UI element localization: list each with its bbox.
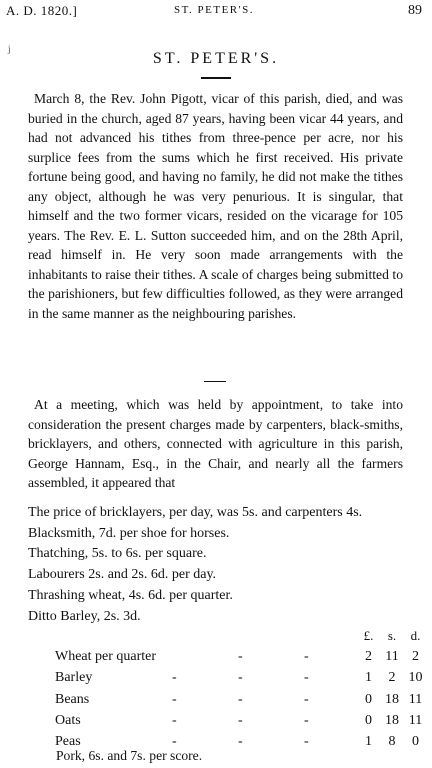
row-label: Oats bbox=[55, 712, 81, 728]
list-item: Blacksmith, 7d. per shoe for horses. bbox=[28, 525, 230, 541]
pence-cell: 10 bbox=[408, 670, 423, 686]
running-head-title: ST. PETER'S. bbox=[174, 4, 254, 16]
leader-dash: - bbox=[172, 734, 177, 750]
header-pounds: £. bbox=[363, 628, 374, 643]
pork-price-line: Pork, 6s. and 7s. per score. bbox=[56, 748, 203, 763]
row-label: Barley bbox=[55, 670, 93, 686]
list-item: Ditto Barley, 2s. 3d. bbox=[28, 608, 141, 624]
leader-dash: - bbox=[238, 670, 243, 686]
list-item: Labourers 2s. and 2s. 6d. per day. bbox=[28, 567, 217, 583]
pounds-cell: 1 bbox=[365, 734, 372, 750]
leader-dash: - bbox=[304, 691, 309, 707]
leader-dash: - bbox=[304, 734, 309, 750]
stray-mark: j bbox=[8, 44, 11, 54]
paragraph-vicar-death: March 8, the Rev. John Pigott, vicar of this parish, died, and was buried in the church, aged 87 years, having been vicar 44 years, and had not advanced his tithes from three-pence per acre, nor his surplice fees from the sums which he first received. His private fortune being good, and having no family, he did not make the tithes any object, although he was very penurious. It is singular, that himself and the two former vicars, resided on the vicarage for 105 years. The Rev. E. L. Sutton succeeded him, and on the 28th April, read himself in. He very soon made arrangements with the inhabitants to raise their tithes. A scale of charges being submitted to the parishioners, but few difficulties followed, as they were arranged in the same manner as the neighbouring parishes. bbox=[28, 91, 403, 321]
shillings-cell: 11 bbox=[385, 649, 399, 665]
section-divider bbox=[204, 381, 226, 382]
pence-cell: 0 bbox=[412, 734, 419, 750]
section-title: ST. PETER'S. bbox=[152, 50, 280, 67]
shillings-cell: 18 bbox=[385, 691, 399, 707]
pence-cell: 11 bbox=[408, 712, 423, 728]
pounds-cell: 1 bbox=[365, 670, 372, 686]
list-item: Thrashing wheat, 4s. 6d. per quarter. bbox=[28, 587, 233, 603]
grain-price-table bbox=[55, 625, 426, 752]
shillings-cell: 18 bbox=[385, 712, 399, 728]
running-head-date: A. D. 1820.] bbox=[6, 3, 78, 18]
header-shillings: s. bbox=[387, 628, 397, 643]
leader-dash: - bbox=[304, 670, 309, 686]
table-row bbox=[55, 710, 426, 731]
table-row bbox=[55, 689, 426, 710]
charges-list bbox=[28, 503, 428, 627]
header-pence: d. bbox=[410, 628, 421, 643]
page-number: 89 bbox=[408, 3, 422, 18]
table-header-row bbox=[55, 625, 426, 646]
pence-cell: 2 bbox=[412, 649, 419, 665]
leader-dash: - bbox=[172, 691, 177, 707]
leader-dash: - bbox=[172, 712, 177, 728]
pounds-cell: 2 bbox=[365, 649, 372, 665]
leader-dash: - bbox=[304, 712, 309, 728]
row-label: Wheat per quarter bbox=[55, 649, 157, 665]
pence-cell: 11 bbox=[408, 691, 423, 707]
leader-dash: - bbox=[238, 712, 243, 728]
leader-dash: - bbox=[238, 649, 243, 665]
table-row bbox=[55, 646, 426, 667]
title-rule bbox=[201, 77, 231, 79]
leader-dash: - bbox=[238, 734, 243, 750]
pounds-cell: 0 bbox=[365, 691, 372, 707]
shillings-cell: 8 bbox=[388, 734, 396, 750]
list-item: The price of bricklayers, per day, was 5s. and carpenters 4s. bbox=[28, 505, 363, 520]
list-item: Thatching, 5s. to 6s. per square. bbox=[28, 546, 207, 562]
shillings-cell: 2 bbox=[388, 670, 396, 686]
pounds-cell: 0 bbox=[365, 712, 372, 728]
leader-dash bbox=[172, 646, 238, 667]
leader-dash: - bbox=[172, 670, 177, 686]
paragraph-meeting: At a meeting, which was held by appointment, to take into consideration the present charges made by carpenters, black-smiths, bricklayers, and others, connected with agriculture in this parish, George Hannam, Esq., in the Chair, and nearly all the farmers assembled, it appeared that bbox=[28, 397, 403, 490]
leader-dash: - bbox=[238, 691, 243, 707]
running-head bbox=[6, 3, 422, 21]
row-label: Beans bbox=[55, 691, 90, 707]
row-label: Peas bbox=[55, 734, 81, 750]
leader-dash: - bbox=[304, 649, 309, 665]
table-row bbox=[55, 667, 426, 688]
